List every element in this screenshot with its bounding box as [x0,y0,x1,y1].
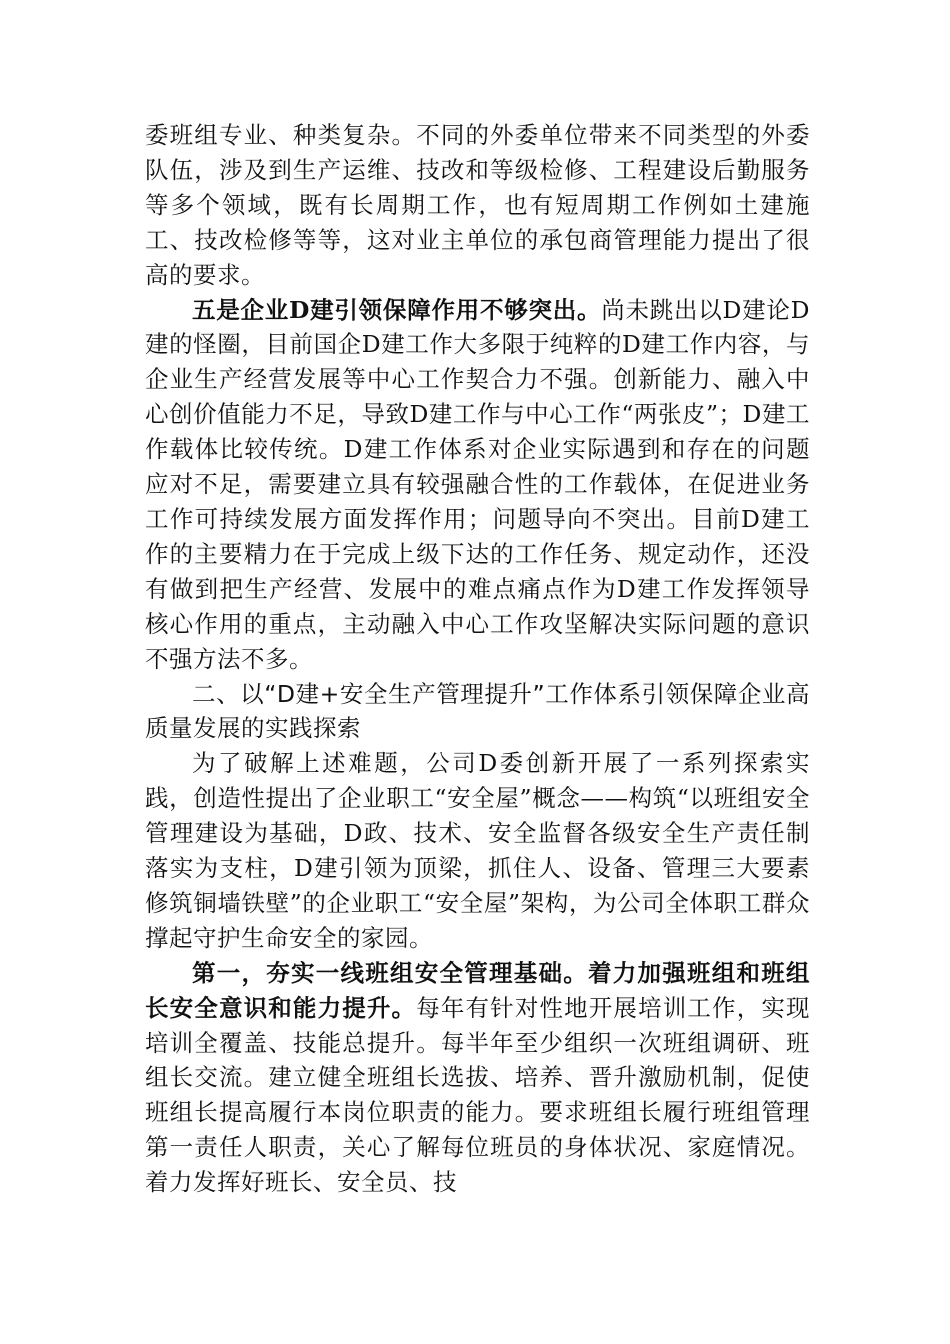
paragraph-body: 每年有针对性地开展培训工作，实现培训全覆盖、技能总提升。每半年至少组织一次班组调研、班组长交流。建立健全班组长选拔、培养、晋升激励机制，促使班组长提高履行本岗位职责的能力。要求班组长履行班组管理第一责任人职责，关心了解每位班员的身体状况、家庭情况。着力发挥好班长、安全员、技 [145,993,811,1197]
paragraph-team-safety [145,956,810,1200]
paragraph-lead-bold: 五是企业D建引领保障作用不够突出。 [192,295,602,324]
paragraph-party-building [145,293,810,677]
section-heading: 二、以“D建+安全生产管理提升”工作体系引领保障企业高质量发展的实践探索 [145,679,810,743]
document-page [145,118,810,1200]
paragraph-body: 尚未跳出以D建论D建的怪圈，目前国企D建工作大多限于纯粹的D建工作内容，与企业生产经营发展等中心工作契合力不强。创新能力、融入中心创价值能力不足，导致D建工作与中心工作“两张皮”；D建工作载体比较传统。D建工作体系对企业实际遇到和存在的问题应对不足，需要建立具有较强融合性的工作载体，在促进业务工作可持续发展方面发挥作用；问题导向不突出。目前D建工作的主要精力在于完成上级下达的工作任务、规定动作，还没有做到把生产经营、发展中的难点痛点作为D建工作发挥领导核心作用的重点，主动融入中心工作攻坚解决实际问题的意识不强方法不多。 [145,295,810,673]
paragraph-lead-bold: 第一，夯实一线班组安全管理基础。着力加强班组和班组长安全意识和能力提升。 [145,958,810,1022]
paragraph-outsourcing: 委班组专业、种类复杂。不同的外委单位带来不同类型的外委队伍，涉及到生产运维、技改和等级检修、工程建设后勤服务等多个领域，既有长周期工作，也有短周期工作例如土建施工、技改检修等等，这对业主单位的承包商管理能力提出了很高的要求。 [145,121,810,289]
paragraph-safety-house: 为了破解上述难题，公司D委创新开展了一系列探索实践，创造性提出了企业职工“安全屋”概念——构筑“以班组安全管理建设为基础，D政、技术、安全监督各级安全生产责任制落实为支柱，D建引领为顶梁，抓住人、设备、管理三大要素修筑铜墙铁壁”的企业职工“安全屋”架构，为公司全体职工群众撑起守护生命安全的家园。 [145,749,810,952]
